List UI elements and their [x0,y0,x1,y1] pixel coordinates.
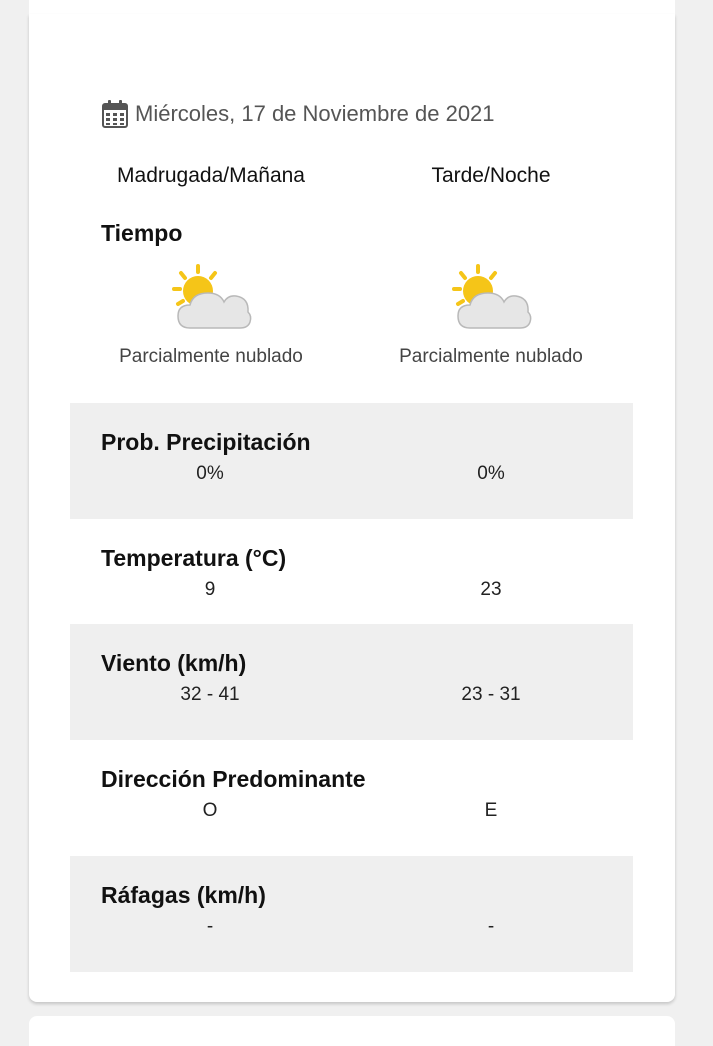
date-text: Miércoles, 17 de Noviembre de 2021 [135,101,495,126]
weather-description-evening: Parcialmente nublado [399,346,583,367]
row-label: Dirección Predominante [101,766,366,792]
value-morning: 0% [196,463,224,484]
partly-cloudy-icon [448,262,534,332]
next-card [29,1016,675,1046]
row-label: Prob. Precipitación [101,429,311,455]
value-evening: 23 - 31 [461,684,521,705]
row-gusts [70,856,633,972]
row-wind-direction [70,740,633,856]
period-evening: Tarde/Noche [431,164,551,187]
row-wind [70,624,633,740]
value-morning: O [202,800,218,821]
value-morning: - [206,916,214,937]
row-label: Temperatura (°C) [101,545,287,571]
value-evening: 0% [477,463,505,484]
value-evening: - [487,916,495,937]
value-evening: E [484,800,498,821]
row-temperature [70,519,633,635]
forecast-date [101,98,495,130]
value-evening: 23 [480,579,502,600]
previous-card [29,0,675,15]
row-label: Ráfagas (km/h) [101,882,266,908]
period-morning: Madrugada/Mañana [117,164,305,187]
weather-label: Tiempo [101,220,183,246]
value-morning: 32 - 41 [180,684,240,705]
calendar-icon [101,99,129,129]
row-label: Viento (km/h) [101,650,247,676]
weather-description-morning: Parcialmente nublado [119,346,303,367]
row-precipitation [70,403,633,519]
partly-cloudy-icon [168,262,254,332]
forecast-day-card [29,14,675,1002]
value-morning: 9 [204,579,216,600]
